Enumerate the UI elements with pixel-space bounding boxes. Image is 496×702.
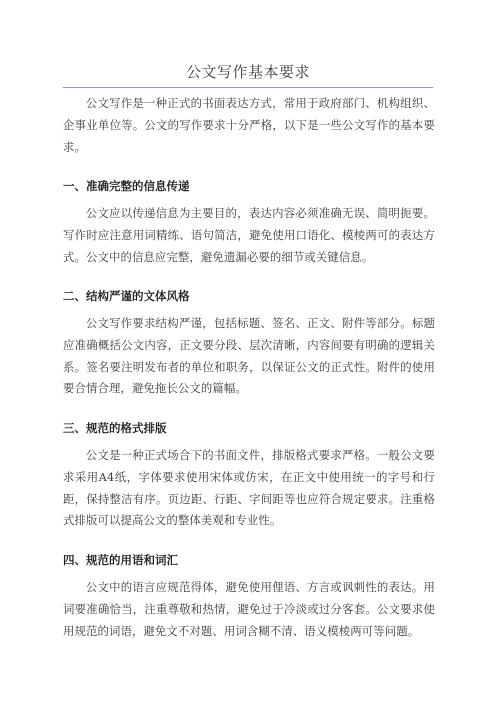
section-2-heading: 二、结构严谨的文体风格 [63,289,190,303]
intro-paragraph: 公文写作是一种正式的书面表达方式，常用于政府部门、机构组织、企事业单位等。公文的写作要求十分严格，以下是一些公文写作的基本要求。 [63,96,435,154]
section-3-body: 公文是一种正式场合下的书面文件，排版格式要求严格。一般公文要求采用A4纸，字体要求使用宋体或仿宋，在正文中使用统一的字号和行距，保持整洁有序。页边距、行距、字间距等也应符合规定要求。注重格式排版可以提高公文的整体美观和专业性。 [63,448,435,528]
section-1-body: 公文应以传递信息为主要目的，表达内容必须准确无误、简明扼要。写作时应注意用词精练、语句简洁，避免使用口语化、模棱两可的表达方式。公文中的信息应完整，避免遗漏必要的细节或关键信息。 [63,206,435,264]
section-4-body: 公文中的语言应规范得体，避免使用俚语、方言或讽刺性的表达。用词要准确恰当，注重尊敬和热情，避免过于冷淡或过分客套。公文要求使用规范的词语，避免文不对题、用词含糊不清、语义模棱两可等问题。 [63,580,435,638]
document-title: 公文写作基本要求 [185,63,310,81]
section-1-heading: 一、准确完整的信息传递 [63,179,190,193]
section-4-heading: 四、规范的用语和词汇 [63,553,178,567]
section-2-body: 公文写作要求结构严谨，包括标题、签名、正文、附件等部分。标题应准确概括公文内容，正文要分段、层次清晰，内容间要有明确的逻辑关系。签名要注明发布者的单位和职务，以保证公文的正式性。附件的使用要合情合理，避免拖长公文的篇幅。 [63,316,435,396]
section-3-heading: 三、规范的格式排版 [63,421,167,435]
title-divider [63,87,433,88]
